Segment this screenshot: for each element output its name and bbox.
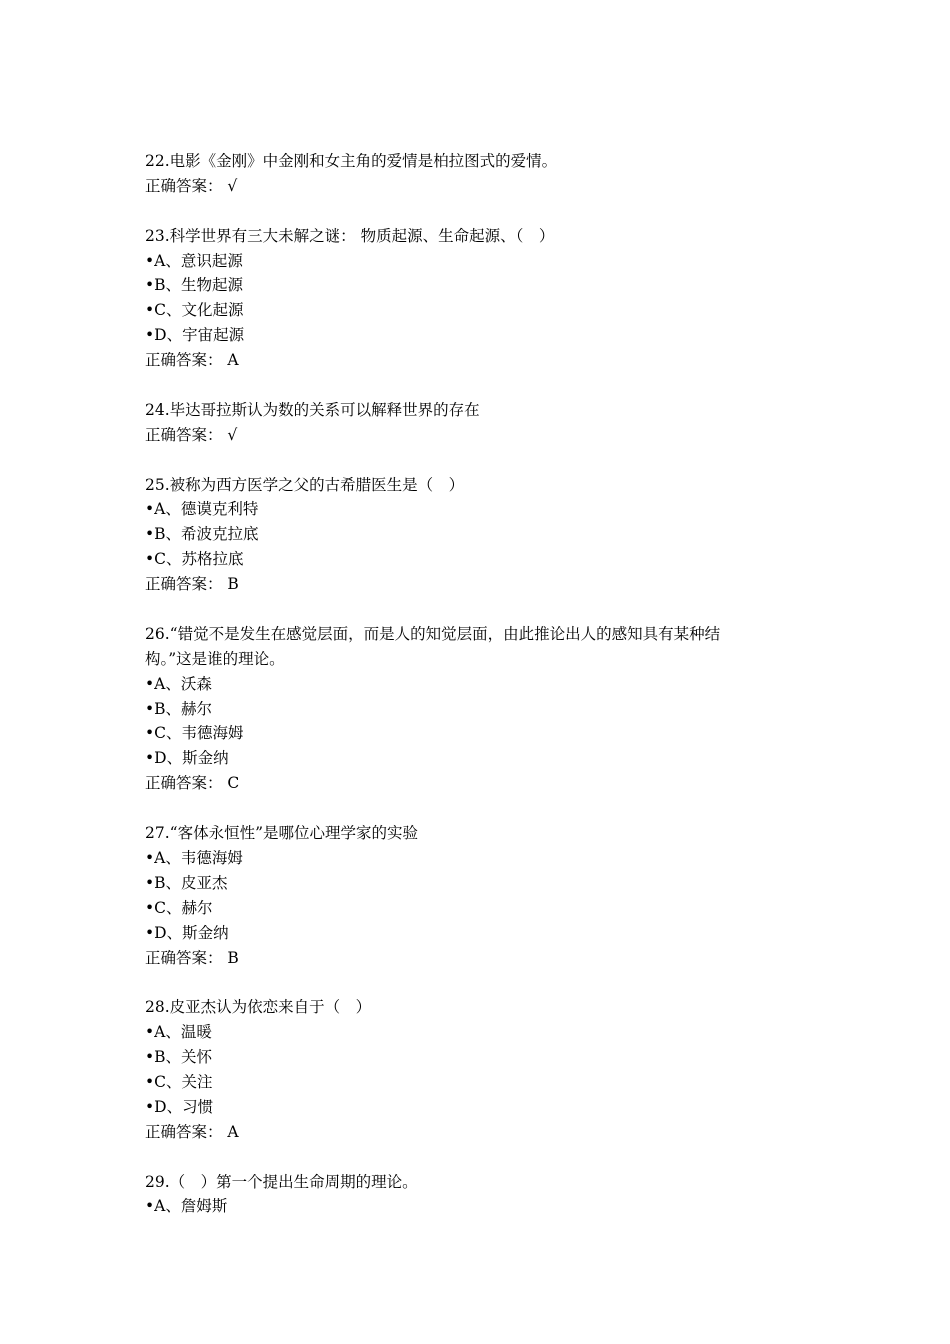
option-item: •D、习惯: [145, 1097, 214, 1116]
spacer: [145, 448, 815, 473]
option-item: •B、关怀: [145, 1048, 213, 1067]
option-item: •B、赫尔: [145, 699, 213, 718]
spacer: [145, 796, 815, 821]
option-item: •A、德谟克利特: [145, 500, 259, 519]
option-item: •A、温暖: [145, 1023, 212, 1042]
spacer: [145, 1145, 815, 1170]
option-item: •B、希波克拉底: [145, 525, 259, 544]
document-page: [145, 149, 815, 1219]
question-text: 22.电影《金刚》中金刚和女主角的爱情是柏拉图式的爱情。: [145, 152, 558, 170]
option-item: •A、沃森: [145, 674, 212, 693]
question-block: [145, 224, 815, 373]
option-item: •B、皮亚杰: [145, 873, 228, 892]
option-item: •C、文化起源: [145, 301, 244, 320]
question-block: [145, 821, 815, 970]
question-text: 29.（ ）第一个提出生命周期的理论。: [145, 1172, 418, 1191]
option-item: •C、关注: [145, 1072, 213, 1091]
question-block: [145, 995, 815, 1144]
correct-answer: 正确答案： C: [145, 774, 240, 793]
spacer: [145, 199, 815, 224]
correct-answer: 正确答案： √: [145, 176, 238, 195]
option-item: •D、斯金纳: [145, 923, 229, 942]
option-item: •B、生物起源: [145, 276, 244, 295]
option-item: •D、宇宙起源: [145, 326, 245, 345]
correct-answer: 正确答案： A: [145, 351, 239, 370]
correct-answer: 正确答案： B: [145, 948, 239, 967]
spacer: [145, 970, 815, 995]
question-block: [145, 473, 815, 597]
option-item: •C、赫尔: [145, 898, 213, 917]
question-text: 25.被称为西方医学之父的古希腊医生是（ ）: [145, 475, 465, 494]
correct-answer: 正确答案： B: [145, 575, 239, 594]
option-item: •C、苏格拉底: [145, 550, 244, 569]
question-text: 26.“错觉不是发生在感觉层面，而是人的知觉层面，由此推论出人的感知具有某种结: [145, 624, 721, 643]
question-block: [145, 149, 815, 199]
question-text: 23.科学世界有三大未解之谜： 物质起源、生命起源、（ ）: [145, 226, 555, 245]
correct-answer: 正确答案： A: [145, 1122, 239, 1141]
question-text: 24.毕达哥拉斯认为数的关系可以解释世界的存在: [145, 400, 480, 419]
correct-answer: 正确答案： √: [145, 425, 238, 444]
question-block: [145, 1170, 815, 1220]
question-text: 27.“客体永恒性”是哪位心理学家的实验: [145, 824, 418, 843]
option-item: •A、意识起源: [145, 251, 243, 270]
question-block: [145, 622, 815, 796]
spacer: [145, 597, 815, 622]
question-block: [145, 398, 815, 448]
question-text: 28.皮亚杰认为依恋来自于（ ）: [145, 998, 372, 1017]
option-item: •A、詹姆斯: [145, 1197, 228, 1216]
question-text-continued: 构。”这是谁的理论。: [145, 649, 285, 668]
option-item: •D、斯金纳: [145, 749, 229, 768]
option-item: •A、韦德海姆: [145, 848, 243, 867]
option-item: •C、韦德海姆: [145, 724, 244, 743]
spacer: [145, 373, 815, 398]
